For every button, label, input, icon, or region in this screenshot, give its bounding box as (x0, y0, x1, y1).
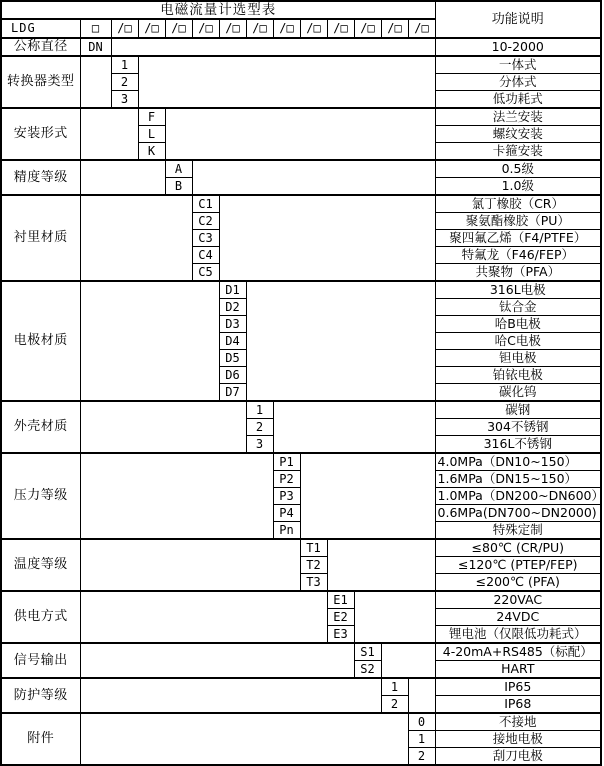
option-row (1, 591, 601, 609)
desc-cell: 1.6MPa（DN15~150） (435, 471, 601, 488)
blank-span-right (192, 160, 435, 195)
group-label: 供电方式 (1, 591, 80, 643)
desc-cell: 钽电极 (435, 350, 601, 367)
option-row (1, 539, 601, 557)
code-cell: C1 (192, 195, 219, 213)
model-option-slot-cell: /□ (246, 19, 273, 38)
code-cell: K (138, 143, 165, 161)
desc-cell: 10-2000 (435, 38, 601, 56)
desc-cell: IP68 (435, 696, 601, 714)
code-cell: D2 (219, 299, 246, 316)
code-cell: T2 (300, 557, 327, 574)
option-row (1, 38, 601, 56)
blank-span-left (80, 56, 111, 108)
model-option-slot-cell: /□ (138, 19, 165, 38)
desc-cell: 316L不锈钢 (435, 436, 601, 454)
desc-cell: 1.0级 (435, 178, 601, 196)
title-row (1, 1, 601, 19)
group-label: 衬里材质 (1, 195, 80, 281)
option-row (1, 401, 601, 419)
code-cell: 1 (246, 401, 273, 419)
code-cell: 3 (246, 436, 273, 454)
code-cell: P3 (273, 488, 300, 505)
code-cell: Pn (273, 522, 300, 540)
desc-cell: 锂电池（仅限低功耗式） (435, 626, 601, 644)
code-cell: 1 (111, 56, 138, 74)
code-cell: 2 (408, 748, 435, 766)
code-cell: P4 (273, 505, 300, 522)
blank-span-left (80, 591, 327, 643)
blank-span-right (219, 195, 435, 281)
desc-cell: IP65 (435, 678, 601, 696)
group-label: 防护等级 (1, 678, 80, 713)
code-cell: 3 (111, 91, 138, 109)
code-cell: F (138, 108, 165, 126)
code-cell: D6 (219, 367, 246, 384)
group-label: 温度等级 (1, 539, 80, 591)
desc-cell: 0.5级 (435, 160, 601, 178)
code-cell: 2 (246, 419, 273, 436)
desc-cell: 哈B电极 (435, 316, 601, 333)
option-row (1, 678, 601, 696)
option-row (1, 108, 601, 126)
model-prefix-cell: LDG (1, 19, 80, 38)
code-cell: C5 (192, 264, 219, 282)
desc-cell: ≤120℃ (PTEP/FEP) (435, 557, 601, 574)
code-cell: P2 (273, 471, 300, 488)
group-label: 外壳材质 (1, 401, 80, 453)
code-cell: L (138, 126, 165, 143)
code-cell: D1 (219, 281, 246, 299)
option-row (1, 56, 601, 74)
desc-cell: 铂铱电极 (435, 367, 601, 384)
group-label: 电极材质 (1, 281, 80, 401)
model-option-slot-cell: /□ (273, 19, 300, 38)
code-cell: A (165, 160, 192, 178)
blank-span-left (80, 401, 246, 453)
option-row (1, 281, 601, 299)
blank-span-right (408, 678, 435, 713)
group-label: 附件 (1, 713, 80, 765)
desc-cell: 法兰安装 (435, 108, 601, 126)
code-cell: S2 (354, 661, 381, 679)
desc-cell: 4.0MPa（DN10~150） (435, 453, 601, 471)
code-cell: D3 (219, 316, 246, 333)
option-row (1, 713, 601, 731)
desc-cell: 碳化钨 (435, 384, 601, 402)
code-cell: T3 (300, 574, 327, 592)
code-cell: 0 (408, 713, 435, 731)
code-cell: P1 (273, 453, 300, 471)
desc-cell: 卡箍安装 (435, 143, 601, 161)
code-cell: T1 (300, 539, 327, 557)
option-row (1, 643, 601, 661)
code-cell: 2 (381, 696, 408, 714)
option-row (1, 160, 601, 178)
code-cell: D4 (219, 333, 246, 350)
group-label: 安装形式 (1, 108, 80, 160)
code-cell: E2 (327, 609, 354, 626)
blank-span-right (246, 281, 435, 401)
desc-cell: 分体式 (435, 74, 601, 91)
model-option-slot-cell: /□ (381, 19, 408, 38)
desc-cell: 钛合金 (435, 299, 601, 316)
desc-cell: 聚四氟乙烯（F4/PTFE） (435, 230, 601, 247)
desc-cell: 接地电极 (435, 731, 601, 748)
code-cell: C3 (192, 230, 219, 247)
code-cell: S1 (354, 643, 381, 661)
code-cell: C2 (192, 213, 219, 230)
function-column-header: 功能说明 (435, 1, 601, 38)
model-option-slot-cell: /□ (165, 19, 192, 38)
group-label: 转换器类型 (1, 56, 80, 108)
blank-span-right (300, 453, 435, 539)
desc-cell: 低功耗式 (435, 91, 601, 109)
blank-span-right (165, 108, 435, 160)
model-base-slot-cell: □ (80, 19, 111, 38)
blank-span-right (138, 56, 435, 108)
desc-cell: 0.6MPa(DN700~DN2000) (435, 505, 601, 522)
desc-cell: 刮刀电极 (435, 748, 601, 766)
desc-cell: HART (435, 661, 601, 679)
model-option-slot-cell: /□ (408, 19, 435, 38)
desc-cell: 特殊定制 (435, 522, 601, 540)
blank-span-left (80, 713, 408, 765)
desc-cell: 特氟龙（F46/FEP） (435, 247, 601, 264)
desc-cell: 碳钢 (435, 401, 601, 419)
page-title: 电磁流量计选型表 (1, 1, 435, 19)
code-cell: C4 (192, 247, 219, 264)
code-cell: 1 (408, 731, 435, 748)
blank-span-left (80, 643, 354, 678)
group-label: 公称直径 (1, 38, 80, 56)
model-option-slot-cell: /□ (219, 19, 246, 38)
desc-cell: 聚氨酯橡胶（PU） (435, 213, 601, 230)
code-cell: E3 (327, 626, 354, 644)
model-option-slot-cell: /□ (300, 19, 327, 38)
group-label: 信号输出 (1, 643, 80, 678)
blank-span-left (80, 195, 192, 281)
desc-cell: ≤200℃ (PFA) (435, 574, 601, 592)
blank-span-right (273, 401, 435, 453)
desc-cell: 24VDC (435, 609, 601, 626)
desc-cell: 共聚物（PFA） (435, 264, 601, 282)
desc-cell: ≤80℃ (CR/PU) (435, 539, 601, 557)
desc-cell: 304不锈钢 (435, 419, 601, 436)
blank-span-right (381, 643, 435, 678)
blank-span-right (111, 38, 435, 56)
model-option-slot-cell: /□ (327, 19, 354, 38)
code-cell: 2 (111, 74, 138, 91)
group-label: 精度等级 (1, 160, 80, 195)
code-cell: D7 (219, 384, 246, 402)
desc-cell: 4-20mA+RS485（标配） (435, 643, 601, 661)
desc-cell: 哈C电极 (435, 333, 601, 350)
desc-cell: 不接地 (435, 713, 601, 731)
model-option-slot-cell: /□ (192, 19, 219, 38)
desc-cell: 316L电极 (435, 281, 601, 299)
code-cell: DN (80, 38, 111, 56)
blank-span-right (327, 539, 435, 591)
option-row (1, 195, 601, 213)
model-option-slot-cell: /□ (354, 19, 381, 38)
blank-span-left (80, 678, 381, 713)
model-option-slot-cell: /□ (111, 19, 138, 38)
desc-cell: 1.0MPa（DN200~DN600） (435, 488, 601, 505)
blank-span-left (80, 281, 219, 401)
desc-cell: 一体式 (435, 56, 601, 74)
group-label: 压力等级 (1, 453, 80, 539)
code-cell: D5 (219, 350, 246, 367)
option-row (1, 453, 601, 471)
code-cell: 1 (381, 678, 408, 696)
blank-span-right (354, 591, 435, 643)
blank-span-left (80, 453, 273, 539)
code-cell: E1 (327, 591, 354, 609)
desc-cell: 220VAC (435, 591, 601, 609)
desc-cell: 螺纹安装 (435, 126, 601, 143)
blank-span-left (80, 539, 300, 591)
code-cell: B (165, 178, 192, 196)
desc-cell: 氯丁橡胶（CR） (435, 195, 601, 213)
blank-span-left (80, 108, 138, 160)
blank-span-left (80, 160, 165, 195)
